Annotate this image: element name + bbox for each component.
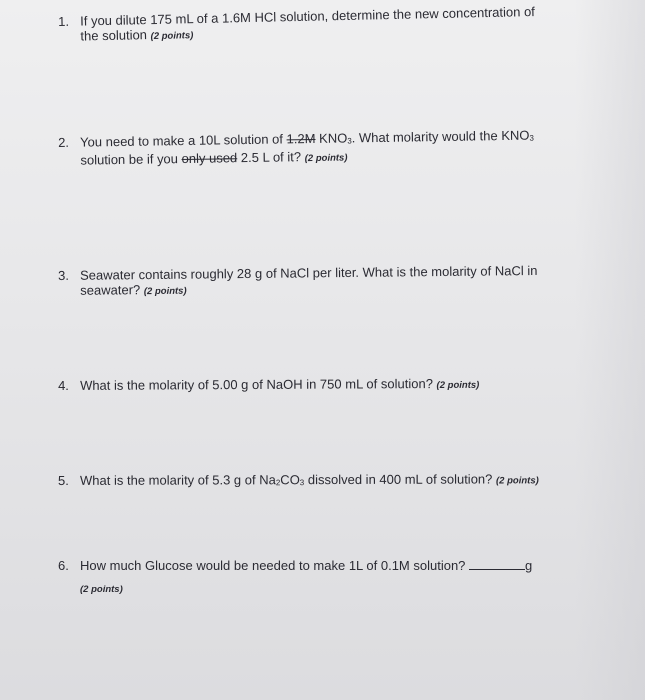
question-text-part: 2.5 L of it? xyxy=(237,149,302,166)
question-text-part: dissolved in 400 mL of solution? xyxy=(304,471,493,488)
question-text-line1: What is the molarity of 5.00 g of NaOH in 750 mL of solution? xyxy=(79,376,433,393)
points-label: (2 points) xyxy=(80,584,123,595)
unit-label: g xyxy=(525,558,533,573)
question-text-part: What is the molarity of 5.3 g of Na xyxy=(79,472,276,488)
points-label: (2 points) xyxy=(304,152,348,165)
page-shadow xyxy=(575,0,645,700)
subscript: 2 xyxy=(275,478,281,488)
question-text-line1: How much Glucose would be needed to make 1L of 0.1M solution? xyxy=(80,558,466,573)
struck-text: only used xyxy=(181,150,238,167)
subscript: 3 xyxy=(529,133,535,143)
question-text-line1: Seawater contains roughly 28 g of NaCl per liter. What is the molarity of NaCl in xyxy=(79,262,538,283)
struck-text: 1.2M xyxy=(286,130,316,147)
points-label: (2 points) xyxy=(143,285,187,298)
question-number: 5. xyxy=(58,472,69,488)
question-number: 6. xyxy=(58,558,69,573)
points-label: (2 points) xyxy=(495,475,539,487)
question-text-part: CO xyxy=(280,472,300,488)
question-number: 2. xyxy=(58,134,70,150)
question-text-part: . What molarity would the KNO xyxy=(351,127,530,146)
question-text-part: solution be if you xyxy=(80,151,182,168)
question-number: 3. xyxy=(58,267,70,283)
question-text-line2: the solution xyxy=(80,27,148,44)
subscript: 3 xyxy=(299,478,305,488)
question-text-part: You need to make a 10L solution of xyxy=(79,131,287,150)
subscript: 3 xyxy=(347,136,352,146)
points-label: (2 points) xyxy=(436,379,480,392)
question-text-line2: seawater? xyxy=(80,282,141,298)
question-number: 4. xyxy=(58,377,69,393)
points-label: (2 points) xyxy=(150,30,194,43)
question-number: 1. xyxy=(58,13,70,29)
answer-blank[interactable] xyxy=(469,559,525,570)
question-text-line1: If you dilute 175 mL of a 1.6M HCl solution, determine the new concentration of xyxy=(79,4,535,29)
question-text-part: KNO xyxy=(315,130,348,146)
